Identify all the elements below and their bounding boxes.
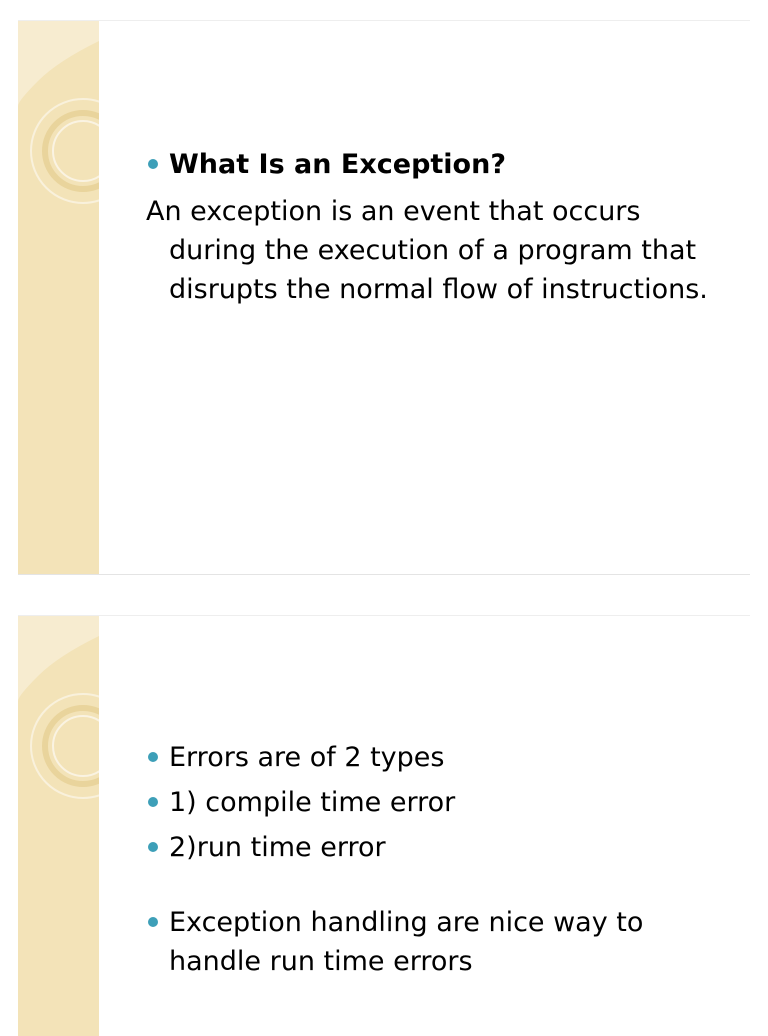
list-item-text: Errors are of 2 types xyxy=(169,742,445,773)
list-item-text: 1) compile time error xyxy=(169,787,456,818)
list-item xyxy=(146,783,734,822)
slide-2 xyxy=(18,615,750,1036)
bullet-dot-icon xyxy=(148,752,158,762)
list-item-text: 2)run time error xyxy=(169,832,386,863)
slide-1-body xyxy=(146,191,734,309)
slide-heading: What Is an Exception? xyxy=(169,149,506,180)
list-item xyxy=(146,903,734,981)
slide-1-content xyxy=(146,145,734,184)
list-item xyxy=(146,145,734,184)
slide-sidebar xyxy=(18,21,99,574)
circle-ornament-icon xyxy=(18,616,99,816)
bullet-dot-icon xyxy=(148,842,158,852)
slide-1 xyxy=(18,20,750,575)
list-item-text: Exception handling are nice way to handle run time errors xyxy=(169,907,644,977)
slide-2-content xyxy=(146,738,734,987)
slide-sidebar xyxy=(18,616,99,1036)
bullet-dot-icon xyxy=(148,159,158,169)
slide-paragraph: An exception is an event that occurs during the execution of a program that disrupts the normal flow of instructions. xyxy=(146,196,708,305)
bullet-dot-icon xyxy=(148,917,158,927)
circle-ornament-icon xyxy=(18,21,99,221)
list-item xyxy=(146,738,734,777)
bullet-dot-icon xyxy=(148,797,158,807)
list-item xyxy=(146,828,734,867)
